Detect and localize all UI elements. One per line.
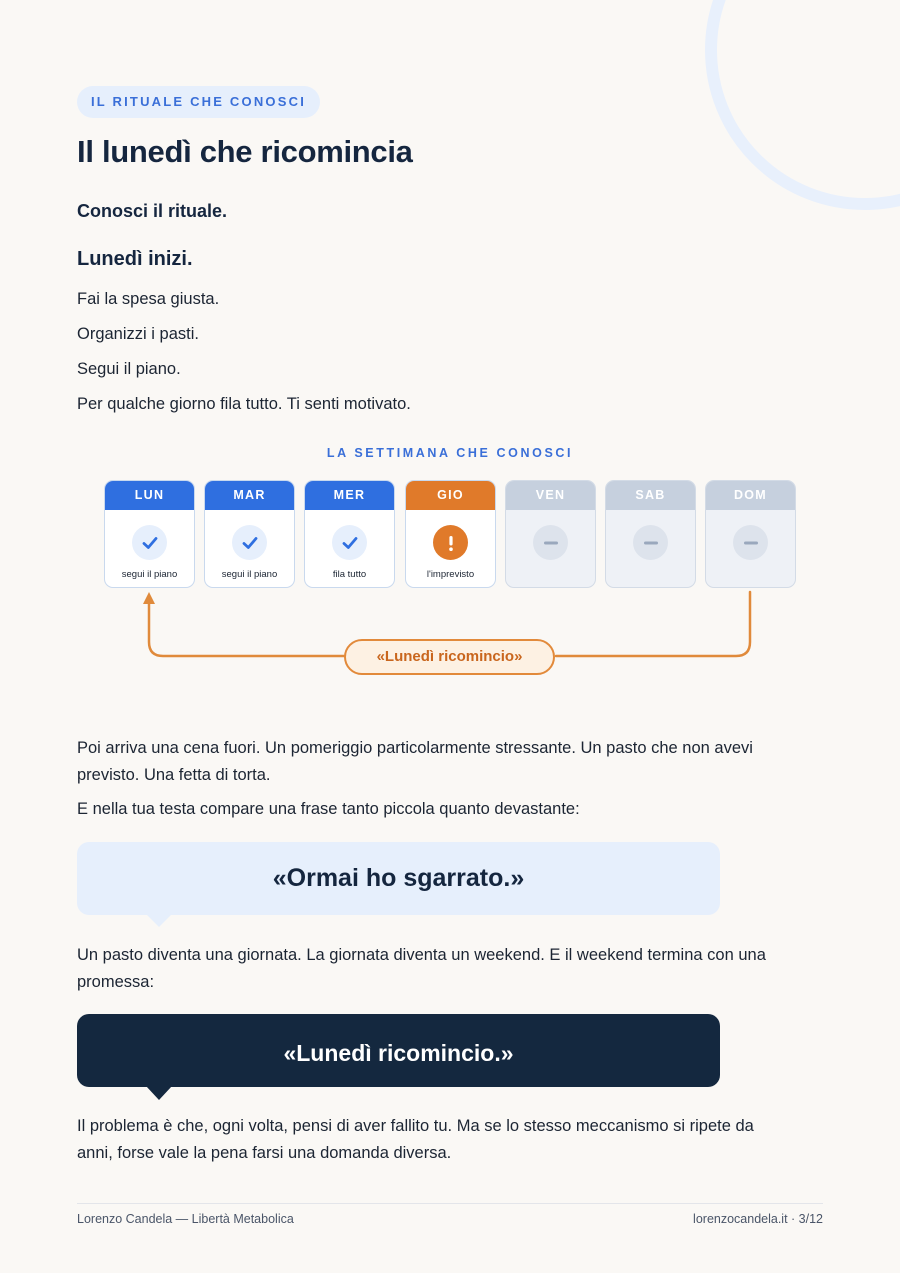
paragraph-2: E nella tua testa compare una frase tanto piccola quanto devastante:: [77, 800, 580, 818]
paragraph-4: Il problema è che, ogni volta, pensi di aver fallito tu. Ma se lo stesso meccanismo si ripete da anni, forse vale la pena farsi una domanda diversa.: [77, 1117, 754, 1162]
day-name: MER: [305, 481, 394, 510]
day-label: segui il piano: [221, 569, 278, 580]
quote-bubble-ricomincio: «Lunedì ricomincio.»: [77, 1014, 720, 1087]
lead-text: Conosci il rituale.: [77, 201, 228, 221]
intro-line-1: Fai la spesa giusta.: [77, 290, 220, 308]
week-diagram-title: LA SETTIMANA CHE CONOSCI: [326, 446, 574, 460]
day-label: l'imprevisto: [426, 569, 475, 580]
paragraph-3: Un pasto diventa una giornata. La giornata diventa un weekend. E il weekend termina con una promessa:: [77, 946, 766, 991]
intro-line-3: Segui il piano.: [77, 360, 181, 378]
footer-site-page: lorenzocandela.it · 3/12: [693, 1212, 823, 1226]
day-name: SAB: [606, 481, 695, 510]
quote-bubble-tail-dark: [146, 1086, 172, 1100]
day-label: fila tutto: [332, 569, 367, 580]
quote-bubble-sgarrato: «Ormai ho sgarrato.»: [77, 842, 720, 915]
day-name: GIO: [406, 481, 495, 510]
day-name: LUN: [105, 481, 194, 510]
intro-line-4: Per qualche giorno fila tutto. Ti senti motivato.: [77, 395, 411, 413]
day-name: VEN: [506, 481, 595, 510]
footer-author: Lorenzo Candela — Libertà Metabolica: [77, 1212, 294, 1226]
quote-bubble-tail: [146, 914, 172, 927]
intro-line-2: Organizzi i pasti.: [77, 325, 199, 343]
day-name: DOM: [706, 481, 795, 510]
paragraph-1: Poi arriva una cena fuori. Un pomeriggio particolarmente stressante. Un pasto che non avevi previsto. Una fetta di torta.: [77, 739, 753, 784]
section-eyebrow: IL RITUALE CHE CONOSCI: [77, 86, 320, 118]
lead-subtitle: Lunedì inizi.: [77, 248, 193, 270]
day-name: MAR: [205, 481, 294, 510]
footer-divider: [77, 1203, 823, 1204]
page-title: Il lunedì che ricomincia: [77, 134, 413, 169]
loop-label: «Lunedì ricomincio»: [344, 639, 555, 675]
day-label: segui il piano: [121, 569, 178, 580]
